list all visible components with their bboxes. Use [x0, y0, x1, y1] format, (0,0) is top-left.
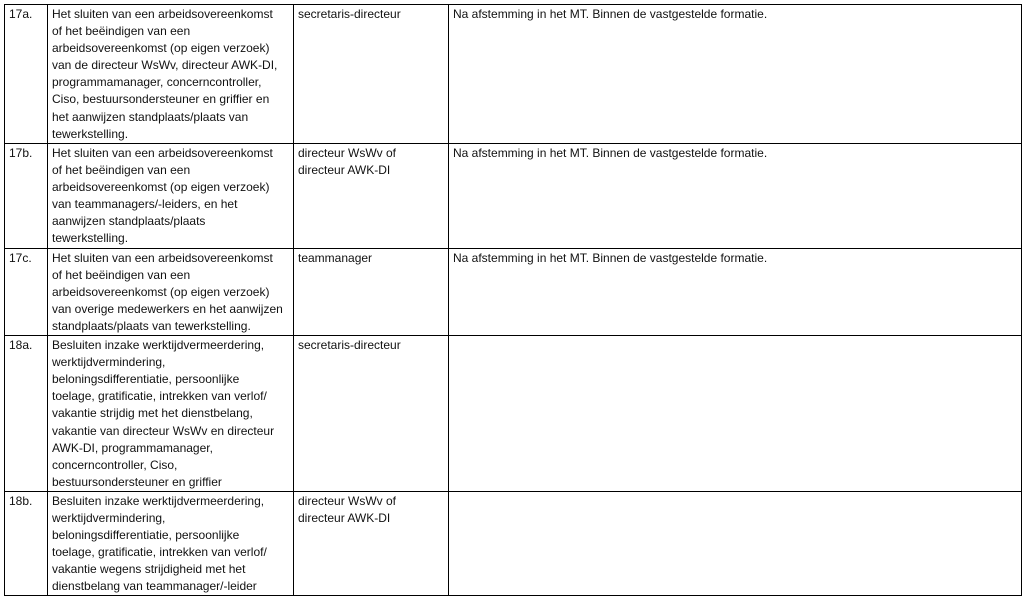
table-row — [5, 5, 1022, 144]
table-row — [5, 336, 1022, 492]
table-row — [5, 248, 1022, 335]
mandated-to-cell: directeur WsWv of directeur AWK-DI — [294, 491, 449, 596]
mandated-to-cell: directeur WsWv of directeur AWK-DI — [294, 144, 449, 249]
table-row — [5, 491, 1022, 596]
row-number-cell: 17a. — [5, 5, 48, 144]
conditions-cell — [449, 491, 1022, 596]
mandate-table — [4, 4, 1022, 596]
mandated-to-cell: teammanager — [294, 248, 449, 335]
description-cell: Besluiten inzake werktijdvermeerdering, werktijdvermindering, beloningsdifferentiatie, persoonlijke toelage, gratificatie, intrekken van verlof/ vakantie strijdig met het dienstbelang, vakantie van directeur WsWv en directeur AWK-DI, programmamanager, concerncontroller, Ciso, bestuursondersteuner en griffier — [48, 336, 294, 492]
conditions-cell — [449, 336, 1022, 492]
conditions-cell: Na afstemming in het MT. Binnen de vastgestelde formatie. — [449, 248, 1022, 335]
conditions-cell: Na afstemming in het MT. Binnen de vastgestelde formatie. — [449, 5, 1022, 144]
row-number-cell: 17b. — [5, 144, 48, 249]
row-number-cell: 17c. — [5, 248, 48, 335]
mandated-to-cell: secretaris-directeur — [294, 5, 449, 144]
mandated-to-cell: secretaris-directeur — [294, 336, 449, 492]
description-cell: Het sluiten van een arbeidsovereenkomst of het beëindigen van een arbeidsovereenkomst (op eigen verzoek) van overige medewerkers en het aanwijzen standplaats/plaats van tewerkstelling. — [48, 248, 294, 335]
row-number-cell: 18b. — [5, 491, 48, 596]
row-number-cell: 18a. — [5, 336, 48, 492]
conditions-cell: Na afstemming in het MT. Binnen de vastgestelde formatie. — [449, 144, 1022, 249]
description-cell: Het sluiten van een arbeidsovereenkomst of het beëindigen van een arbeidsovereenkomst (op eigen verzoek) van de directeur WsWv, directeur AWK-DI, programmamanager, concerncontroller, Ciso, bestuursondersteuner en griffier en het aanwijzen standplaats/plaats van tewerkstelling. — [48, 5, 294, 144]
table-row — [5, 144, 1022, 249]
description-cell: Besluiten inzake werktijdvermeerdering, werktijdvermindering, beloningsdifferentiatie, persoonlijke toelage, gratificatie, intrekken van verlof/ vakantie wegens strijdigheid met het dienstbelang van teammanager/-leider — [48, 491, 294, 596]
description-cell: Het sluiten van een arbeidsovereenkomst of het beëindigen van een arbeidsovereenkomst (op eigen verzoek) van teammanagers/-leiders, en het aanwijzen standplaats/plaats tewerkstelling. — [48, 144, 294, 249]
